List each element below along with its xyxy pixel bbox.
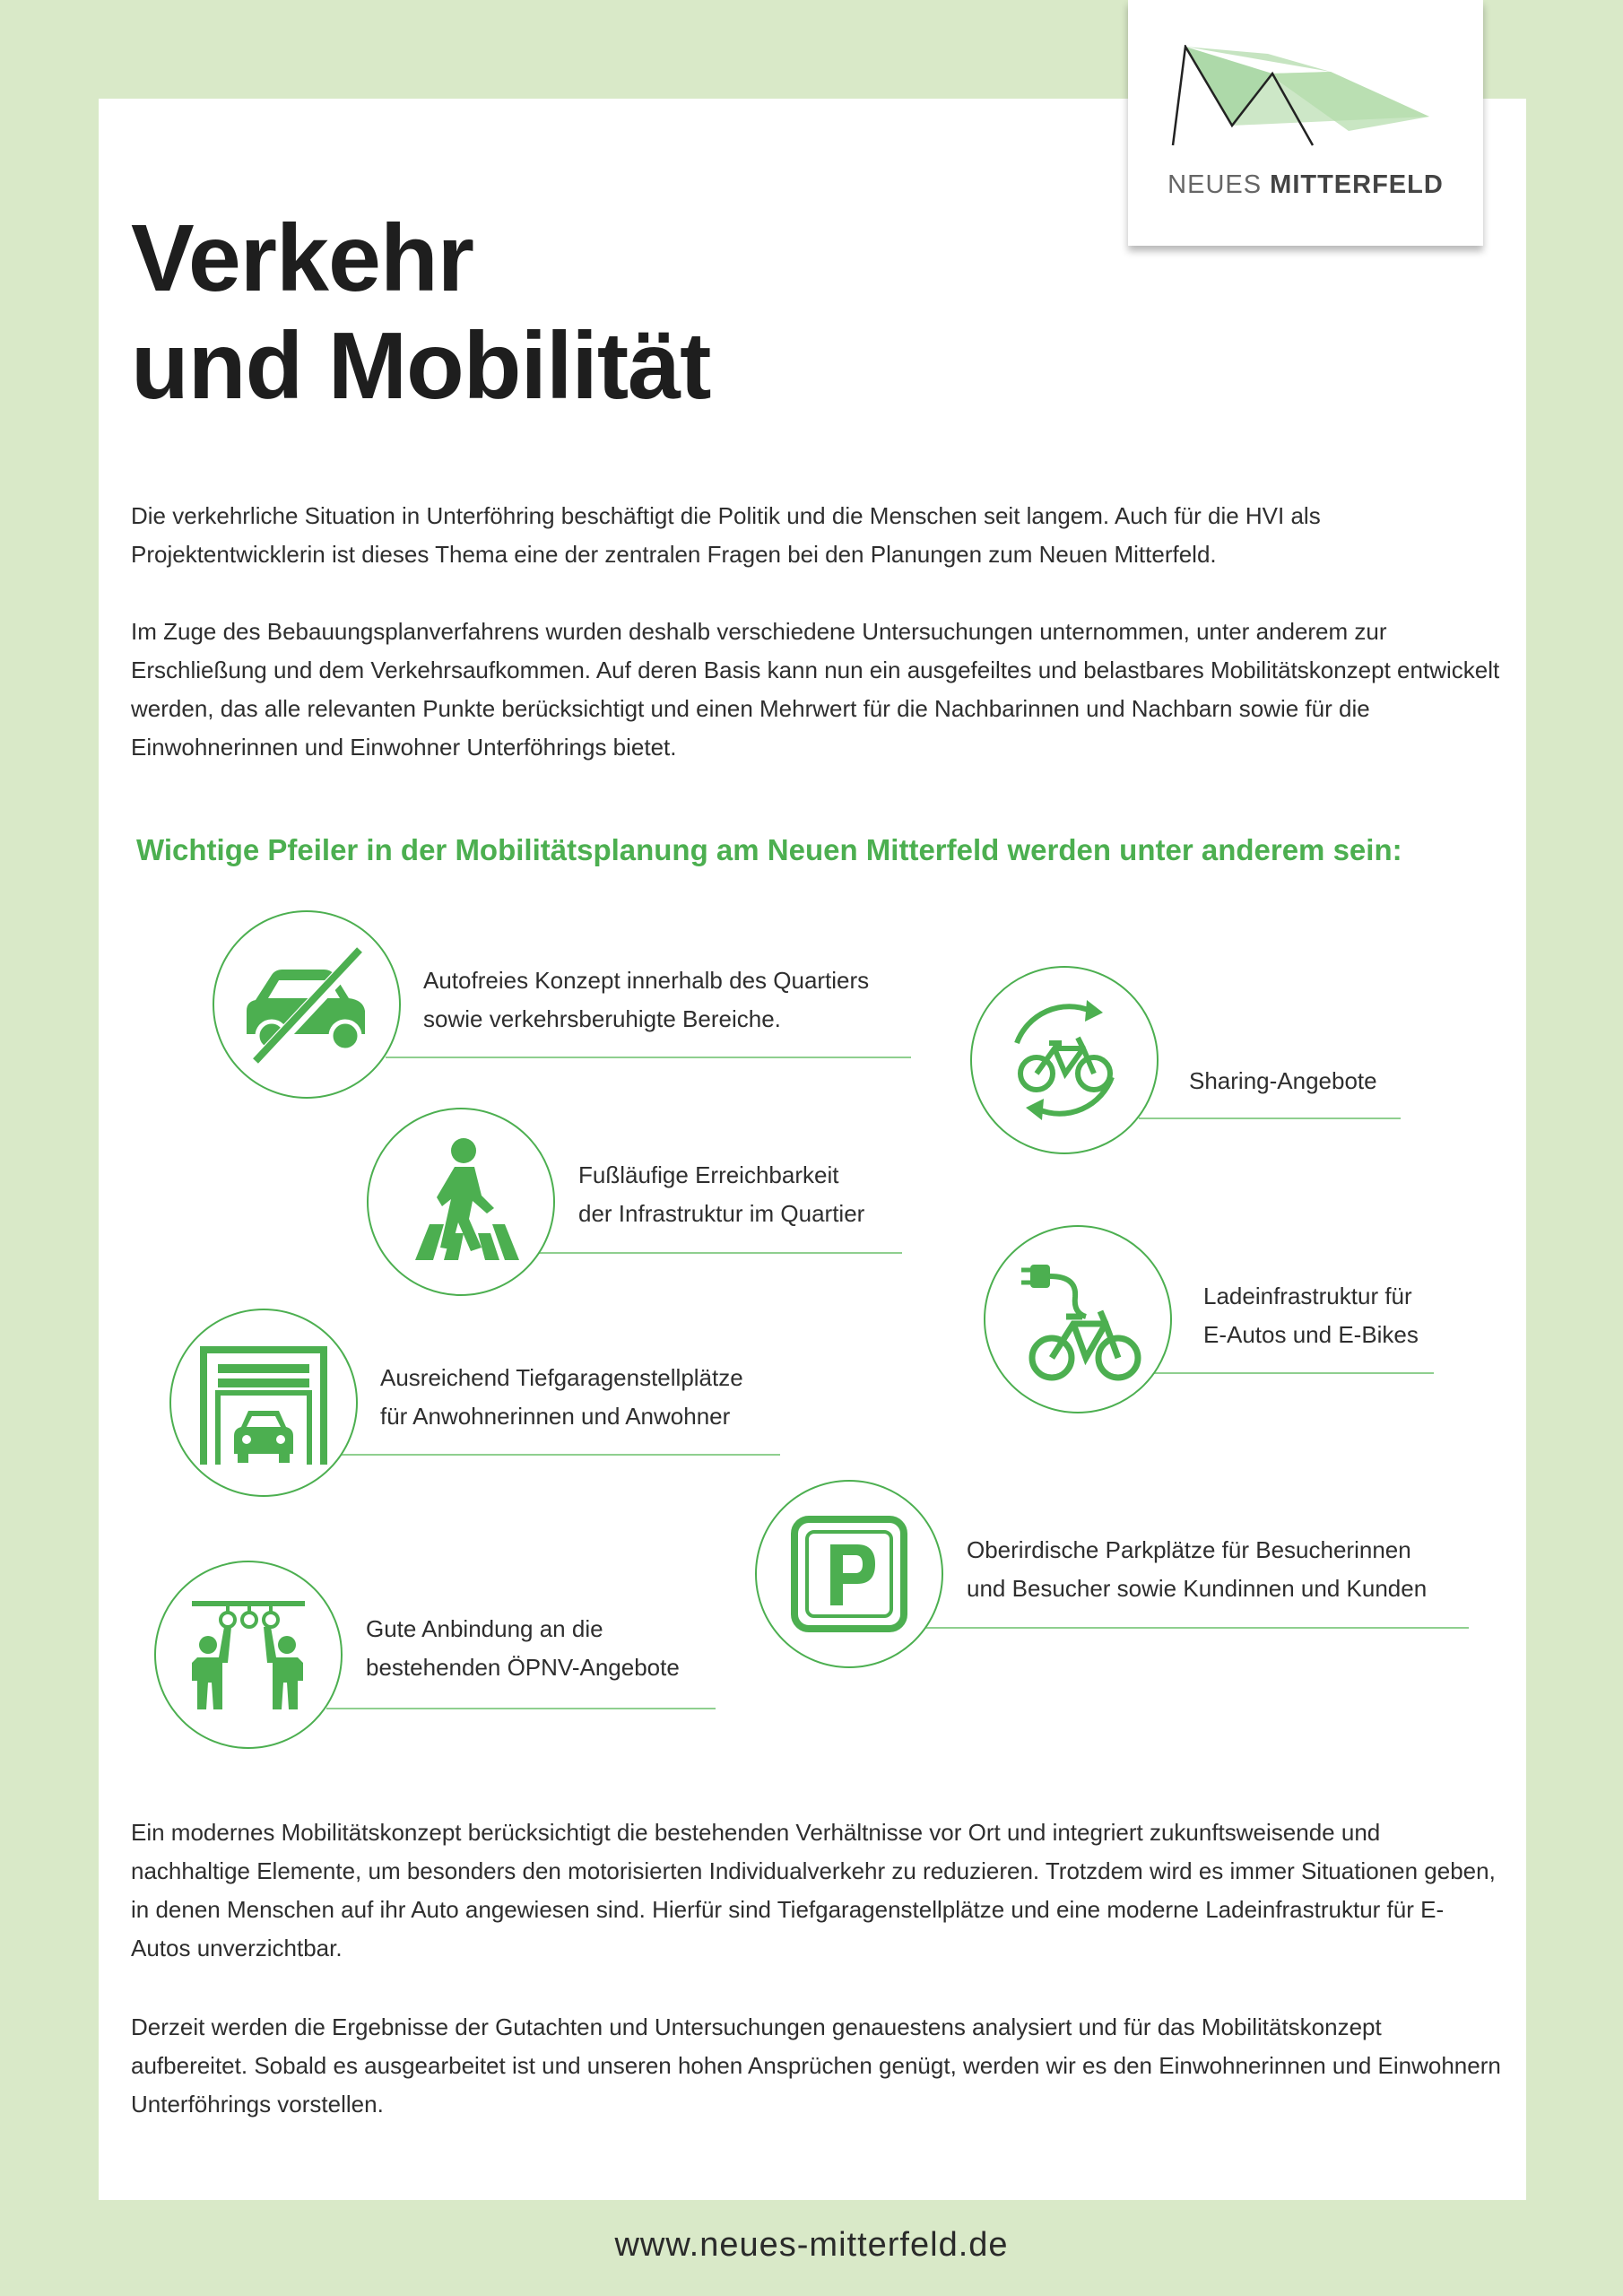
pillar-icon-circle: [984, 1225, 1172, 1413]
website-url[interactable]: www.neues-mitterfeld.de: [614, 2226, 1009, 2264]
pillar-underline: [538, 1252, 902, 1254]
pillar-icon-circle: [367, 1108, 555, 1296]
pillar-text: [380, 1359, 743, 1436]
pillar-text-line: sowie verkehrsberuhigte Bereiche.: [423, 1005, 781, 1032]
intro-paragraph-1: Die verkehrliche Situation in Unterföhring beschäftigt die Politik und die Menschen seit langem. Auch für die HVI als Projektentwicklerin ist dieses Thema eine der zentralen Fragen bei den Planungen zum Neuen Mitterfeld.: [131, 502, 1321, 568]
logo-wordmark: NEUES MITTERFELD: [1167, 170, 1444, 199]
pillar-text-line: Fußläufige Erreichbarkeit: [578, 1161, 839, 1188]
pillar-text-line: Ausreichend Tiefgaragenstellplätze: [380, 1364, 743, 1391]
pillar-text-line: Sharing-Angebote: [1189, 1067, 1377, 1094]
intro-paragraph-2: Im Zuge des Bebauungsplanverfahrens wurden deshalb verschiedene Untersuchungen unternommen, unter anderem zur Erschließung und dem Verkehrsaufkommen. Auf deren Basis kann nun ein ausgefeiltes und belastbares Mobilitätskonzept entwickelt werden, das alle relevanten Punkte berücksichtigt und einen Mehrwert für die Nachbarinnen und Nachbarn sowie für die Einwohnerinnen und Einwohner Unterföhrings bietet.: [131, 618, 1500, 761]
parking-icon: [757, 1482, 942, 1666]
title-line-2: und Mobilität: [131, 313, 711, 419]
pedestrian-crossing-icon: [369, 1109, 553, 1294]
pillar-icon-circle: [755, 1480, 943, 1668]
pillar-text-line: und Besucher sowie Kundinnen und Kunden: [967, 1575, 1428, 1602]
pillar-text: [1203, 1277, 1419, 1354]
pillar-text-line: der Infrastruktur im Quartier: [578, 1200, 865, 1227]
pillar-text: [1189, 1062, 1377, 1100]
pillar-text-line: Ladeinfrastruktur für: [1203, 1283, 1412, 1309]
pillar-text-line: bestehenden ÖPNV-Angebote: [366, 1654, 680, 1681]
pillar-text: [423, 961, 869, 1039]
public-transport-icon: [156, 1562, 341, 1747]
pillar-text-line: Autofreies Konzept innerhalb des Quartiers: [423, 967, 870, 994]
pillar-icon-circle: [154, 1561, 343, 1749]
pillar-icon-circle: [213, 910, 401, 1099]
pillar-text-line: Gute Anbindung an die: [366, 1615, 603, 1642]
pillar-underline: [924, 1627, 1469, 1629]
mountain-logo-icon: [1169, 45, 1442, 152]
e-bike-charging-icon: [985, 1227, 1170, 1412]
pillar-text-line: E-Autos und E-Bikes: [1203, 1321, 1419, 1348]
pillar-underline: [386, 1057, 911, 1058]
pillar-underline: [326, 1708, 716, 1709]
pillar-text: [578, 1156, 864, 1233]
outro-paragraph-1: Ein modernes Mobilitätskonzept berücksichtigt die bestehenden Verhältnisse vor Ort und integriert zukunftsweisende und nachhaltige Elemente, um besonders den motorisierten Individualverkehr zu reduzieren. Trotzdem wird es immer Situationen geben, in denen Menschen auf ihr Auto angewiesen sind. Hierfür sind Tiefgaragenstellplätze und eine moderne Ladeinfrastruktur für E-Autos unverzichtbar.: [131, 1819, 1496, 1961]
title-line-1: Verkehr: [131, 205, 473, 311]
bike-sharing-icon: [972, 968, 1157, 1152]
underground-garage-icon: [171, 1310, 356, 1495]
outro-paragraph-2: Derzeit werden die Ergebnisse der Gutachten und Untersuchungen genauestens analysiert und für das Mobilitätskonzept aufbereitet. Sobald es ausgearbeitet ist und unseren hohen Ansprüchen genügt, werden wir es den Einwohnerinnen und Einwohnern Unterföhrings vorstellen.: [131, 2013, 1501, 2118]
pillar-text-line: Oberirdische Parkplätze für Besucherinnen: [967, 1536, 1411, 1563]
logo: [1128, 0, 1483, 246]
pillar-icon-circle: [970, 966, 1159, 1154]
pillar-underline: [341, 1454, 780, 1456]
pillar-icon-circle: [169, 1309, 358, 1497]
car-free-icon: [214, 912, 399, 1097]
pillar-underline: [1153, 1372, 1434, 1374]
pillar-underline: [1139, 1118, 1401, 1119]
pillar-text-line: für Anwohnerinnen und Anwohner: [380, 1403, 731, 1430]
pillar-text: [366, 1610, 680, 1687]
page-title: [131, 204, 710, 420]
pillar-text: [967, 1531, 1427, 1608]
pillars-heading: Wichtige Pfeiler in der Mobilitätsplanung am Neuen Mitterfeld werden unter anderem sein:: [136, 833, 1402, 866]
